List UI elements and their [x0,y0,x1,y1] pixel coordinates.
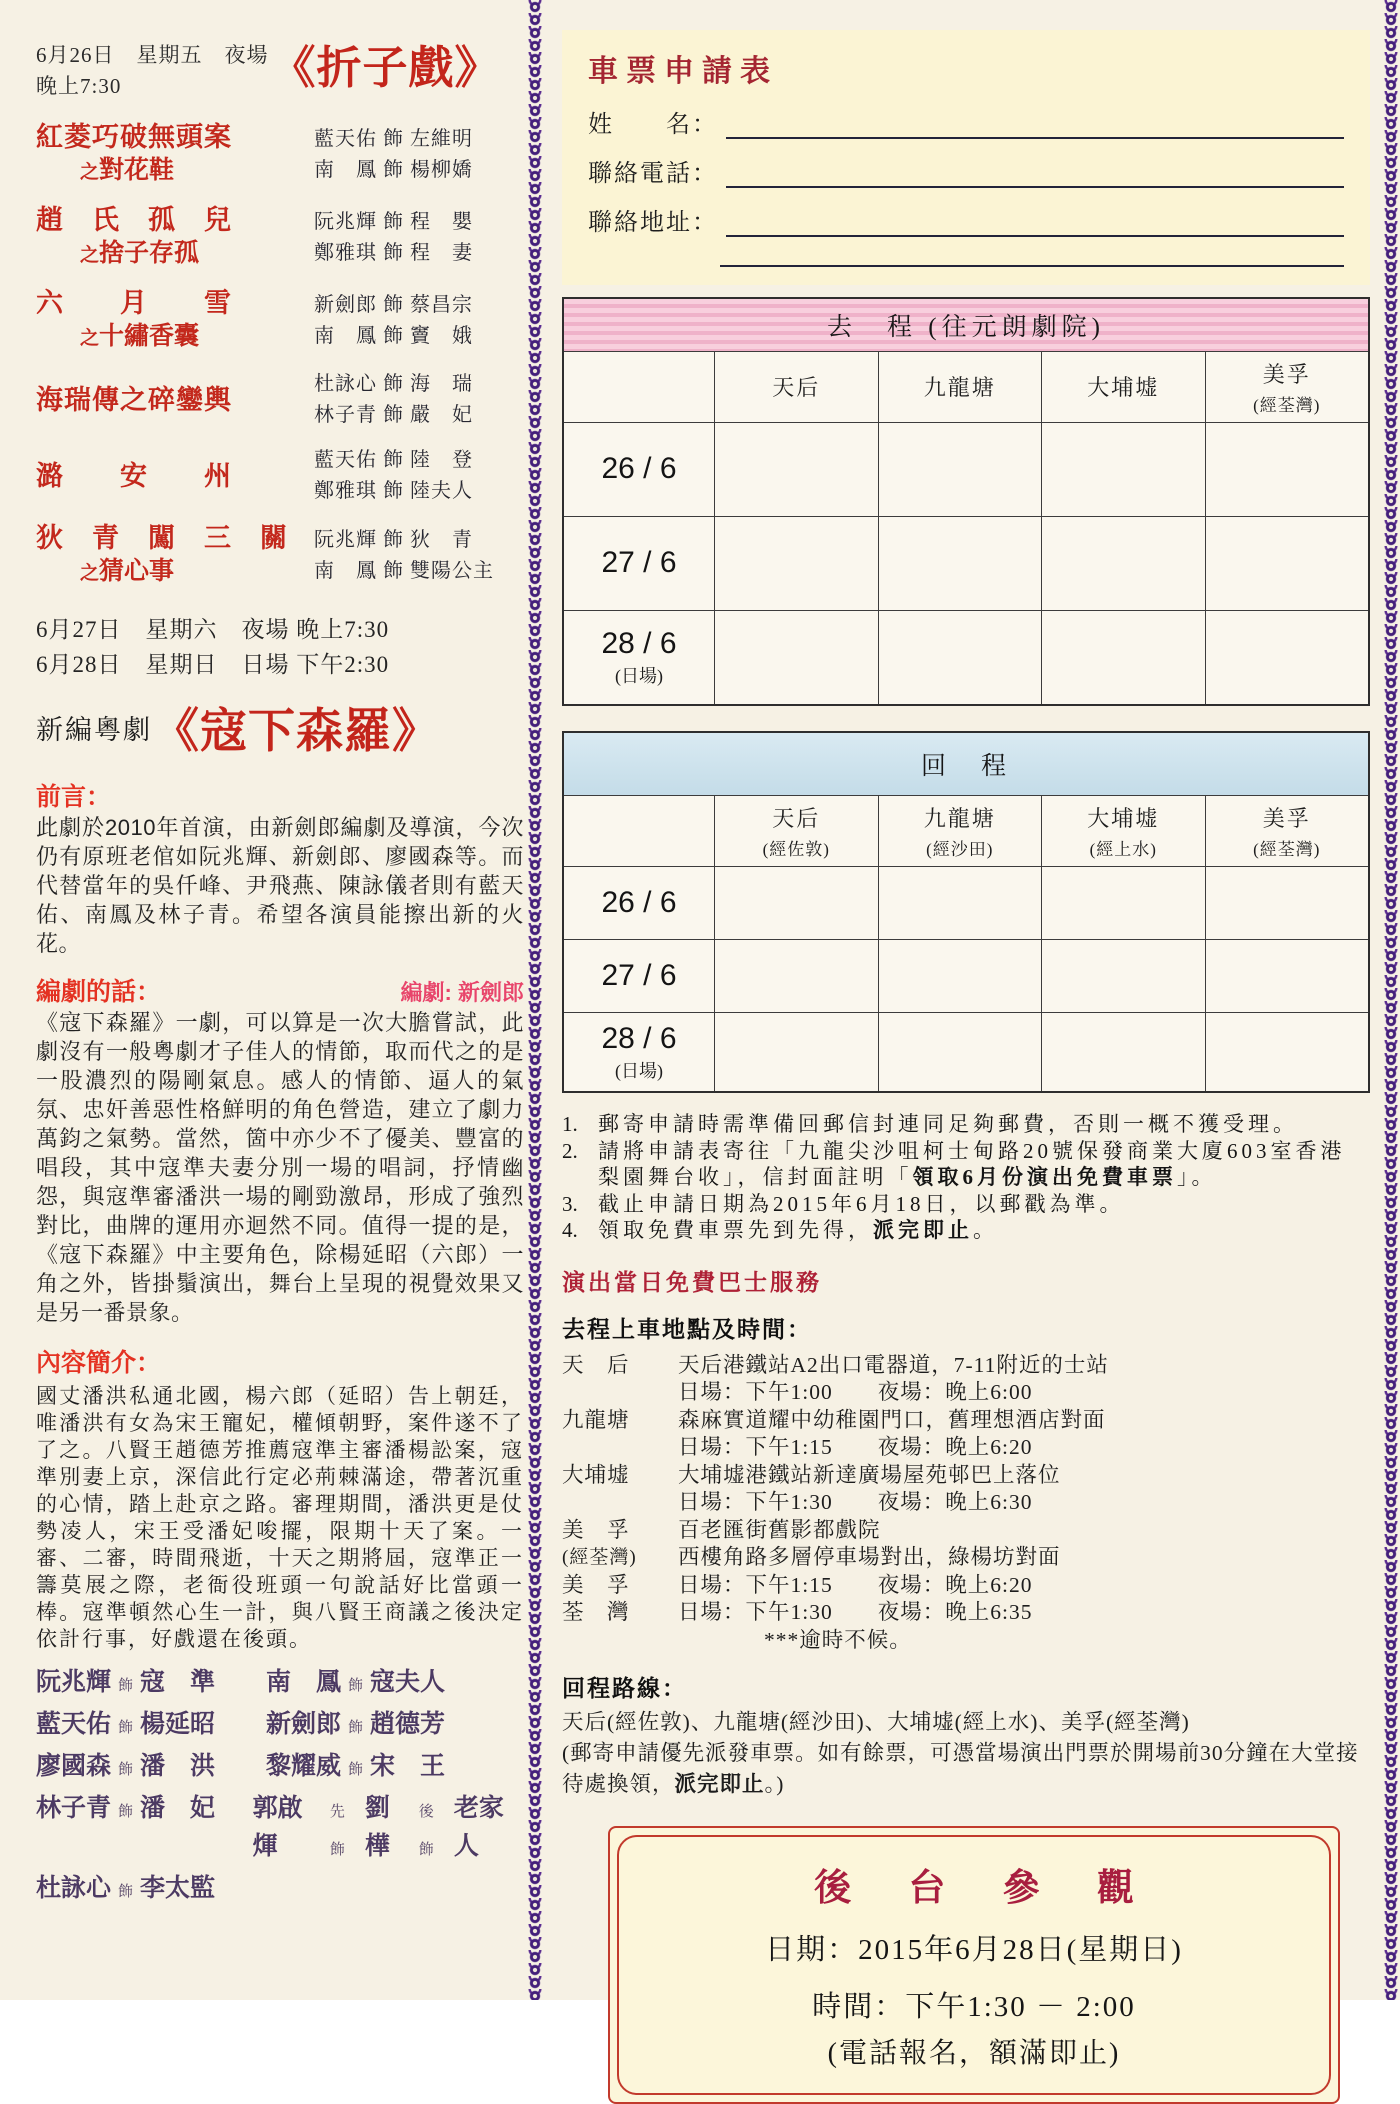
cast-role: 宋 王 [370,1752,446,1780]
cast-row [36,1747,524,1789]
return-row [564,866,1368,939]
playwright-credit: 編劇: 新劍郎 [400,980,524,1005]
bus-row: 天 后 天后港鐵站A2出口電器道，7-11附近的士站 [562,1352,1109,1377]
return-column-header-row [564,795,1368,866]
empty-cell [1041,517,1205,610]
column-header: 天后 [714,352,878,422]
cast-role: 老家人 [453,1794,504,1860]
cast-name: 新劍郎 [266,1710,342,1738]
corner-cell [564,796,714,866]
bus-row: 美 孚 日場：下午1:15 夜場：晚上6:20 [562,1572,1033,1597]
left-column [36,0,524,1911]
empty-cell [714,867,878,939]
bus-row: 日場：下午1:30 夜場：晚上6:30 [678,1490,1033,1514]
cast-role: 潘 洪 [140,1752,216,1780]
excerpt-title: 紅菱巧破無頭案 [36,122,232,152]
excerpt-cast-line: 新劍郎 飾 蔡昌宗 [314,293,473,316]
return-row [564,939,1368,1012]
cast-verb: 飾 [118,1677,134,1694]
show2-date-line: 6月27日 星期六 夜場 晚上7:30 [36,617,390,642]
address-label: 聯絡地址： [588,210,718,236]
cast-role: 趙德芳 [370,1710,446,1738]
excerpt-subtitle: 之猜心事 [80,558,175,585]
bus-row: 九龍塘 森麻實道耀中幼稚園門口，舊理想酒店對面 [562,1407,1106,1432]
cast-role: 寇夫人 [370,1668,446,1696]
main-cast-list [36,1663,524,1911]
note-item: 2. 請將申請表寄往「九龍尖沙咀柯士甸路20號保發商業大廈603室香港梨園舞台收」，信封面註明「領取6月份演出免費車票」。 [562,1138,1346,1189]
bus-row: (經荃灣) 西樓角路多層停車場對出，綠楊坊對面 [562,1545,1061,1569]
note-number: 2. [562,1138,578,1163]
empty-cell [878,517,1042,610]
outbound-table-header: 去 程 (往元朗劇院) [564,299,1368,351]
cast-name: 黎耀威 [266,1752,342,1780]
cast-row [36,1869,524,1911]
show2-dates [36,612,524,682]
phone-input-line [726,156,1344,188]
outbound-row [564,516,1368,610]
empty-cell [878,423,1042,516]
phone-label: 聯絡電話： [588,161,718,187]
empty-cell [714,1013,878,1091]
foreword-label: 前言： [36,783,112,811]
note-number: 1. [562,1112,578,1136]
excerpt-item [36,120,524,189]
bus-row: 美 孚 百老匯街舊影都戲院 [562,1517,881,1542]
excerpt-cast-line: 南 鳳 飾 楊柳嬌 [314,158,473,181]
row-label: 27 / 6 [601,546,677,579]
note-number: 3. [562,1191,578,1216]
show1-header [36,0,524,102]
excerpt-item [36,286,524,355]
excerpt-item [36,203,524,272]
outbound-table [562,297,1370,706]
excerpt-subtitle: 之對花鞋 [80,157,175,184]
form-title: 車票申請表 [588,55,778,88]
excerpt-cast-line: 阮兆輝 飾 狄 青 [314,528,473,551]
excerpt-list [36,120,524,590]
cast-role: 李太監 [140,1874,216,1902]
cast-verb: 飾 [118,1803,134,1820]
row-label: 27 / 6 [601,958,677,992]
excerpt-title: 趙 氏 孤 兒 [36,205,232,235]
note-number: 4. [562,1218,578,1242]
cast-name: 杜詠心 [36,1874,112,1902]
empty-cell [714,517,878,610]
bus-service-heading: 演出當日免費巴士服務 [562,1269,822,1295]
backstage-title: 後 台 參 觀 [814,1868,1158,1909]
excerpt-cast-line: 藍天佑 飾 左維明 [314,127,473,150]
empty-cell [714,423,878,516]
empty-cell [714,940,878,1012]
show1-time: 晚上7:30 [36,74,122,98]
address-field [588,202,1344,237]
name-input-line [726,107,1344,139]
empty-cell [1205,1013,1369,1091]
empty-cell [1205,423,1369,516]
empty-cell [714,611,878,704]
right-column [562,0,1370,2104]
bus-pickup-list [562,1352,1370,1655]
return-table-header: 回 程 [564,733,1368,795]
empty-cell [1041,611,1205,704]
address-input-line-2 [720,237,1344,267]
cast-role: 楊延昭 [140,1710,216,1738]
cast-name: 阮兆輝 [36,1668,112,1696]
return-table [562,731,1370,1093]
empty-cell [1205,517,1369,610]
excerpt-item [36,369,524,431]
return-route-text: 天后(經佐敦)、九龍塘(經沙田)、大埔墟(經上水)、美孚(經荃灣) (郵寄申請優先派發車票。如有餘票，可憑當場演出門票於開場前30分鐘在大堂接待處換領，派完即止。) [562,1710,1359,1796]
excerpt-title: 海瑞傳之碎鑾輿 [36,385,232,415]
note-item: 4. 領取免費車票先到先得，派完即止。 [562,1218,998,1242]
show2-date-line: 6月28日 星期日 日場 下午2:30 [36,652,390,677]
show1-date: 6月26日 星期五 夜場 [36,43,269,67]
playwright-text: 《寇下森羅》一劇，可以算是一次大膽嘗試，此劇沒有一般粵劇才子佳人的情節，取而代之的是一股濃烈的陽剛氣息。感人的情節、逼人的氣氛、忠奸善惡性格鮮明的角色營造，建立了劇力萬鈞之氣勢。當然，箇中亦少不了優美、豐富的唱段，其中寇準夫妻分別一場的唱詞，抒情幽怨，與寇準審潘洪一場的剛勁激昂，形成了強烈對比，曲牌的運用亦迴然不同。值得一提的是，《寇下森羅》中主要角色，除楊延昭（六郎）一角之外，皆掛鬚演出，舞台上呈現的視覺效果又是另一番景象。 [36,1010,524,1325]
column-header: 美孚 (經荃灣) [1205,796,1369,866]
cast-name: 林子青 [36,1794,112,1822]
name-label: 姓 名： [588,112,718,138]
playwright-header [36,972,524,1008]
backstage-note: (電話報名，額滿即止) [827,2038,1121,2069]
show2-prefix: 新編粵劇 [36,715,152,745]
excerpt-item [36,521,524,590]
cast-verb: 後飾 [418,1803,434,1858]
corner-cell [564,352,714,422]
note-item: 3. 截止申請日期為2015年6月18日，以郵戳為準。 [562,1191,1125,1216]
excerpt-cast-line: 藍天佑 飾 陸 登 [314,449,473,471]
synopsis-text: 國丈潘洪私通北國，楊六郎（延昭）告上朝廷，唯潘洪有女為宋王寵妃，權傾朝野，案件遂不了了之。八賢王趙德芳推薦寇準主審潘楊訟案，寇準別妻上京，深信此行定必荊棘滿途，帶著沉重的心情，踏上赴京之路。審理期間，潘洪更是仗勢凌人，宋王受潘妃唆擺，限期十天了案。一審、二審，時間飛逝，十天之期將屆，寇準正一籌莫展之際，老衙役班頭一句說話好比當頭一棒。寇準頓然心生一計，與八賢王商議之後決定依計行事，好戲還在後頭。 [36,1384,524,1651]
cast-name: 南 鳳 [266,1668,342,1696]
excerpt-cast-line: 鄭雅琪 飾 程 妻 [314,241,473,264]
excerpt-title: 狄 青 闖 三 關 [36,523,288,553]
excerpt-cast-line: 阮兆輝 飾 程 嬰 [314,210,473,233]
cast-verb: 飾 [348,1719,364,1736]
cast-name: 廖國森 [36,1752,112,1780]
application-notes [562,1111,1370,1244]
excerpt-cast-line: 鄭雅琪 飾 陸夫人 [314,480,473,502]
excerpt-item [36,445,524,507]
backstage-visit-frame [617,1835,1331,2095]
cast-name: 藍天佑 [36,1710,112,1738]
cast-row [36,1789,524,1869]
excerpt-title: 潞 安 州 [36,461,232,491]
bus-row: 日場：下午1:15 夜場：晚上6:20 [678,1435,1033,1459]
excerpt-cast-line: 南 鳳 飾 竇 娥 [314,324,473,347]
excerpt-subtitle: 之捨子存孤 [80,240,200,267]
playwright-label: 編劇的話： [36,978,162,1006]
column-header: 九龍塘 [878,352,1042,422]
excerpt-cast-line: 杜詠心 飾 海 瑞 [314,373,473,395]
ticket-application-form [562,30,1370,285]
empty-cell [1041,867,1205,939]
column-divider-ornament [527,0,543,2000]
show1-title: 《折子戲》 [270,43,501,93]
empty-cell [1041,940,1205,1012]
cast-verb: 飾 [348,1677,364,1694]
phone-field [588,153,1344,188]
right-edge-ornament [1383,0,1399,2000]
backstage-visit-box [608,1826,1340,2104]
show2-header [36,694,524,761]
bus-row: 大埔墟 大埔墟港鐵站新達廣場屋苑邨巴上落位 [562,1462,1061,1487]
column-header: 九龍塘 (經沙田) [878,796,1042,866]
backstage-date: 日期：2015年6月28日(星期日) [765,1934,1183,1966]
bus-row: ***逾時不候。 [764,1627,912,1652]
outbound-row [564,610,1368,704]
cast-role: 潘 妃 [140,1794,216,1822]
address-input-line [726,205,1344,237]
name-field [588,104,1344,139]
row-label: 26 / 6 [601,452,677,485]
cast-row [36,1705,524,1747]
empty-cell [1205,611,1369,704]
excerpt-title: 六 月 雪 [36,288,232,318]
excerpt-cast-line: 林子青 飾 嚴 妃 [314,404,473,426]
outbound-row [564,422,1368,516]
empty-cell [1041,423,1205,516]
cast-verb: 飾 [348,1761,364,1778]
empty-cell [878,611,1042,704]
synopsis-label: 內容簡介： [36,1349,162,1377]
backstage-time: 時間：下午1:30 － 2:00 [812,1991,1136,2023]
cast-name: 郭啟煇 [252,1794,303,1860]
row-label: 28 / 6 (日場) [601,1021,677,1081]
bus-row: 日場：下午1:00 夜場：晚上6:00 [678,1380,1033,1404]
foreword-text: 此劇於2010年首演，由新劍郎編劇及導演，今次仍有原班老倌如阮兆輝、新劍郎、廖國森等。而代替當年的吳仟峰、尹飛燕、陳詠儀者則有藍天佑、南鳳及林子青。希望各演員能擦出新的火花。 [36,815,524,956]
return-route-heading: 回程路線： [562,1676,687,1701]
cast-verb: 飾 [118,1761,134,1778]
excerpt-subtitle: 之十繡香囊 [80,323,200,350]
empty-cell [878,1013,1042,1091]
cast-verb: 先飾 [329,1803,345,1858]
row-label: 26 / 6 [601,885,677,919]
column-header: 美孚 (經荃灣) [1205,352,1369,422]
row-label: 28 / 6 (日場) [601,627,677,686]
show2-title: 《寇下森羅》 [152,706,440,758]
empty-cell [1041,1013,1205,1091]
cast-verb: 飾 [118,1883,134,1900]
column-header: 大埔墟 [1041,352,1205,422]
excerpt-cast-line: 南 鳳 飾 雙陽公主 [314,559,494,582]
empty-cell [878,867,1042,939]
empty-cell [878,940,1042,1012]
cast-verb: 飾 [118,1719,134,1736]
cast-role: 劉樺 [364,1794,390,1860]
empty-cell [1205,940,1369,1012]
cast-row [36,1663,524,1705]
return-row [564,1012,1368,1091]
cast-role: 寇 準 [140,1668,216,1696]
column-header: 天后 (經佐敦) [714,796,878,866]
outbound-column-header-row [564,351,1368,422]
empty-cell [1205,867,1369,939]
column-header: 大埔墟 (經上水) [1041,796,1205,866]
bus-pickup-heading: 去程上車地點及時間： [562,1316,812,1342]
bus-row: 荃 灣 日場：下午1:30 夜場：晚上6:35 [562,1600,1033,1624]
note-item: 1. 郵寄申請時需準備回郵信封連同足夠郵費，否則一概不獲受理。 [562,1112,1298,1136]
